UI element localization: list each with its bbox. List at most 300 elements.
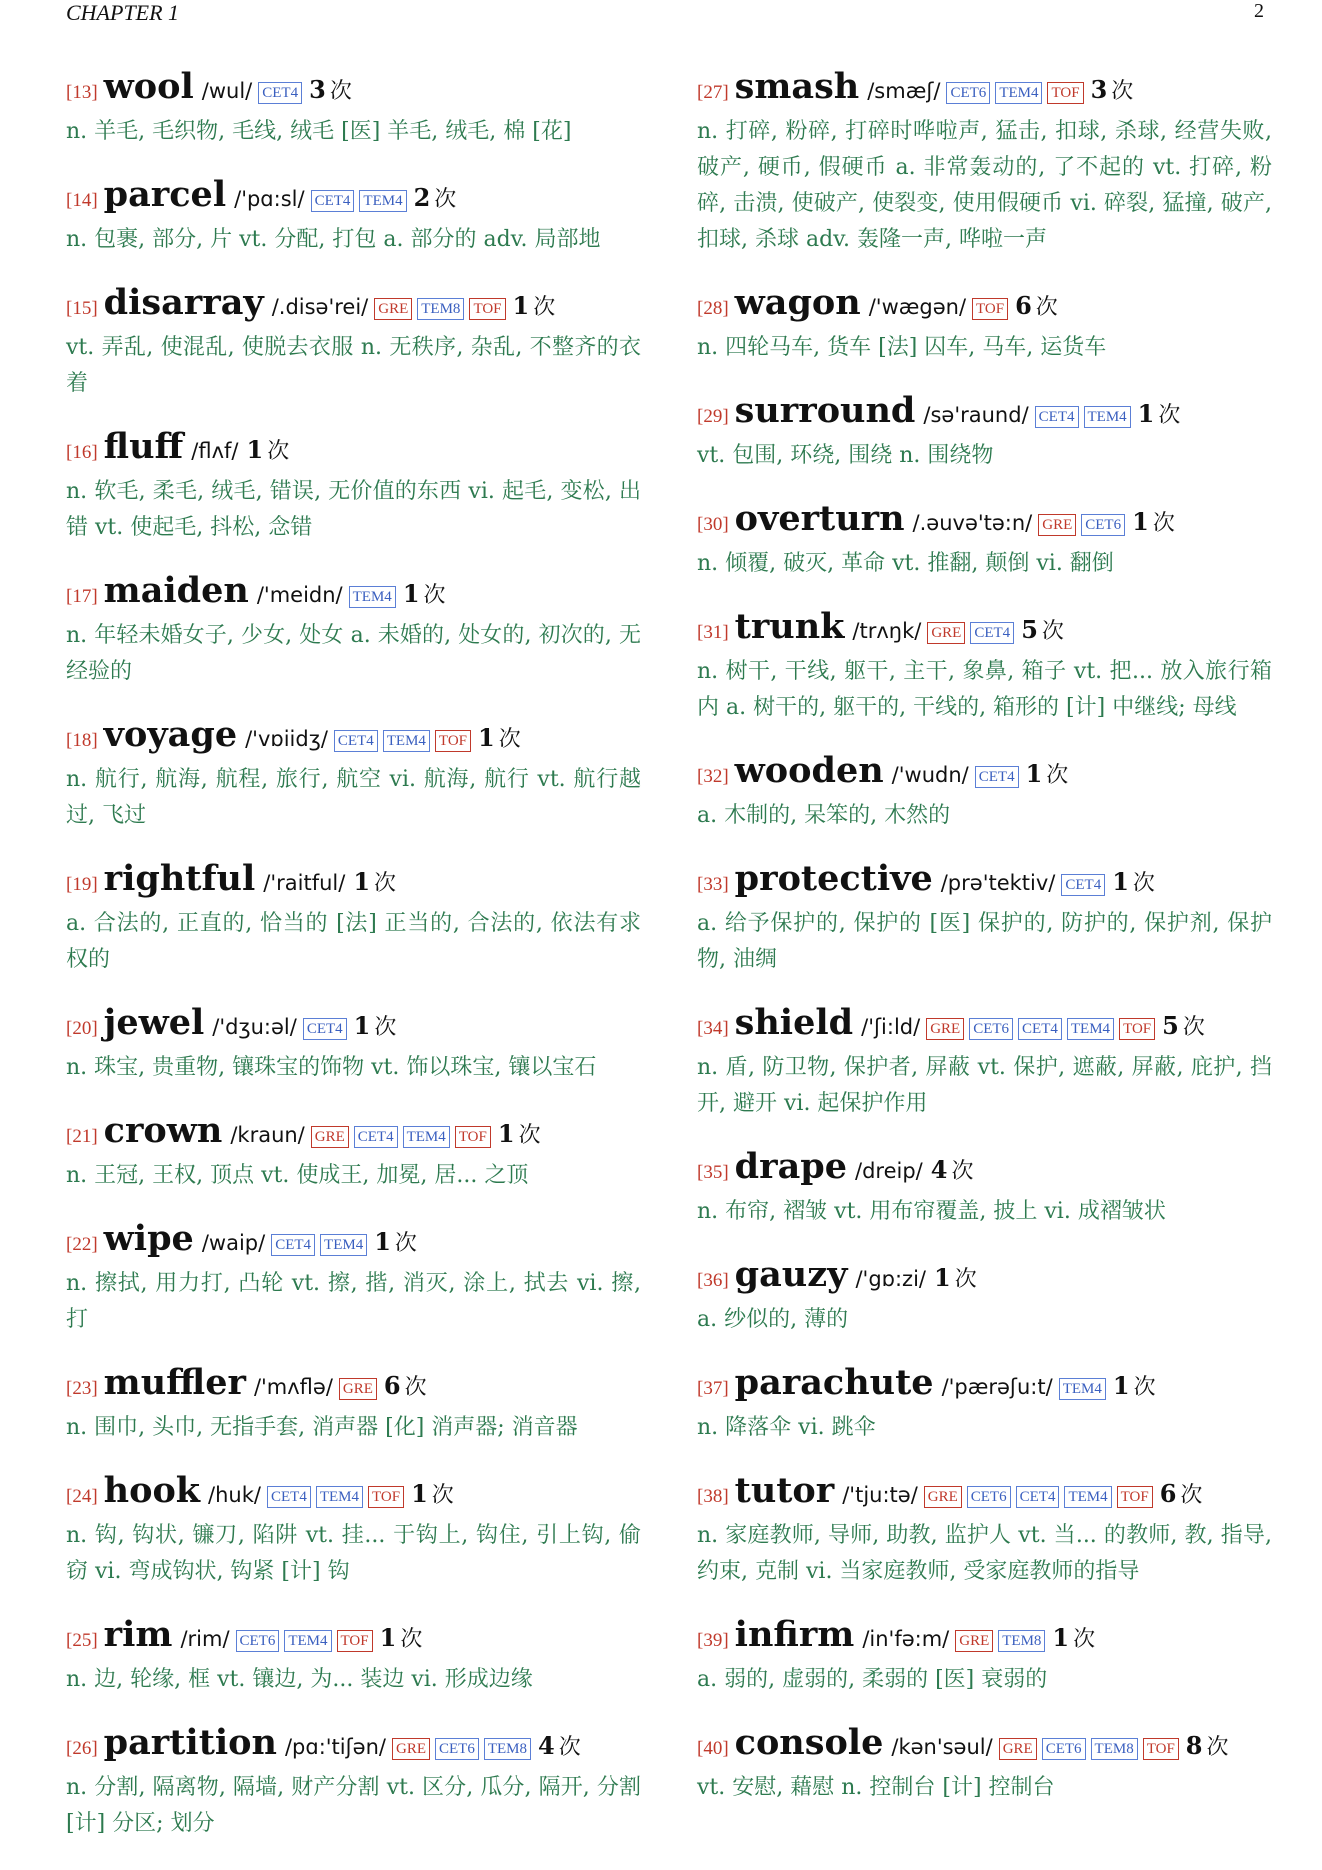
count-number: 1 bbox=[512, 291, 530, 320]
entry-definition: n. 擦拭, 用力打, 凸轮 vt. 擦, 揩, 消灭, 涂上, 拭去 vi. 擦, 打 bbox=[66, 1271, 641, 1332]
occurrence-count bbox=[931, 1149, 974, 1193]
exam-tag-badge: TEM4 bbox=[284, 1630, 331, 1652]
entry-word: drape bbox=[734, 1146, 847, 1187]
exam-tag-badge: CET6 bbox=[967, 1486, 1011, 1508]
count-number: 6 bbox=[1015, 291, 1032, 320]
entry-phonetic: /'gɒ:zi/ bbox=[855, 1267, 926, 1291]
occurrence-count bbox=[309, 69, 352, 113]
entry-word: wipe bbox=[103, 1218, 194, 1259]
entry-index: [35] bbox=[697, 1162, 729, 1183]
exam-tag-badge: TEM4 bbox=[403, 1126, 450, 1148]
entry-index: [39] bbox=[697, 1630, 729, 1651]
entry-definition: n. 分割, 隔离物, 隔墙, 财产分割 vt. 区分, 瓜分, 隔开, 分割 [计] 分区; 划分 bbox=[66, 1775, 641, 1836]
entry-headline bbox=[697, 282, 1272, 330]
exam-tag-badge: GRE bbox=[955, 1630, 993, 1652]
count-unit: 次 bbox=[533, 295, 556, 320]
entry-phonetic: /rim/ bbox=[180, 1627, 230, 1651]
entry-index: [32] bbox=[697, 766, 729, 787]
count-number: 1 bbox=[1132, 507, 1149, 536]
occurrence-count bbox=[1091, 69, 1134, 113]
count-number: 1 bbox=[1052, 1623, 1070, 1652]
entry-phonetic: /'ʃi:ld/ bbox=[861, 1015, 921, 1039]
entry-headline bbox=[66, 282, 641, 330]
entry-index: [34] bbox=[697, 1018, 729, 1039]
count-unit: 次 bbox=[431, 1483, 454, 1508]
entry-index: [29] bbox=[697, 406, 729, 427]
exam-tag-badge: TEM4 bbox=[383, 730, 430, 752]
count-unit: 次 bbox=[518, 1123, 541, 1148]
vocab-entry bbox=[66, 282, 641, 402]
entry-index: [21] bbox=[66, 1126, 98, 1147]
occurrence-count bbox=[414, 177, 457, 221]
entry-word: jewel bbox=[103, 1002, 205, 1043]
entry-phonetic: /in'fə:m/ bbox=[862, 1627, 950, 1651]
occurrence-count bbox=[1026, 753, 1069, 797]
vocab-entry bbox=[66, 1362, 641, 1446]
count-number: 1 bbox=[353, 867, 371, 896]
entry-word: parachute bbox=[734, 1362, 934, 1403]
entry-definition: n. 包裹, 部分, 片 vt. 分配, 打包 a. 部分的 adv. 局部地 bbox=[66, 227, 601, 252]
vocab-entry bbox=[697, 1254, 1272, 1338]
entry-headline bbox=[66, 858, 641, 906]
occurrence-count bbox=[498, 1113, 541, 1157]
exam-tag-badge: CET4 bbox=[271, 1234, 315, 1256]
occurrence-count bbox=[1113, 1365, 1156, 1409]
count-number: 1 bbox=[478, 723, 495, 752]
entry-word: rim bbox=[103, 1614, 173, 1655]
entry-definition: n. 珠宝, 贵重物, 镶珠宝的饰物 vt. 饰以珠宝, 镶以宝石 bbox=[66, 1055, 597, 1080]
entry-headline bbox=[697, 606, 1272, 654]
entry-index: [33] bbox=[697, 874, 729, 895]
entry-index: [14] bbox=[66, 190, 98, 211]
entry-phonetic: /'tju:tə/ bbox=[842, 1483, 918, 1507]
entry-definition: n. 倾覆, 破灭, 革命 vt. 推翻, 颠倒 vi. 翻倒 bbox=[697, 551, 1114, 576]
exam-tag-badge: TOF bbox=[1119, 1018, 1155, 1040]
entry-word: crown bbox=[103, 1110, 223, 1151]
exam-tag-badge: CET4 bbox=[267, 1486, 311, 1508]
exam-tag-badge: TEM4 bbox=[1067, 1018, 1114, 1040]
vocab-entry bbox=[66, 570, 641, 690]
vocab-entry bbox=[66, 1722, 641, 1842]
count-unit: 次 bbox=[1035, 295, 1058, 320]
entry-phonetic: /'vɒiidʒ/ bbox=[245, 727, 328, 751]
exam-tag-badge: GRE bbox=[926, 1018, 964, 1040]
entry-phonetic: /'wudn/ bbox=[891, 763, 969, 787]
count-unit: 次 bbox=[558, 1735, 581, 1760]
entry-word: tutor bbox=[734, 1470, 835, 1511]
count-unit: 次 bbox=[394, 1231, 417, 1256]
entry-headline bbox=[697, 1470, 1272, 1518]
entry-index: [40] bbox=[697, 1738, 729, 1759]
entry-word: surround bbox=[734, 390, 916, 431]
entry-headline bbox=[697, 750, 1272, 798]
entry-phonetic: /.əuvə'tə:n/ bbox=[912, 511, 1033, 535]
exam-tag-badge: CET4 bbox=[258, 82, 302, 104]
entry-index: [24] bbox=[66, 1486, 98, 1507]
exam-tag-badge: CET4 bbox=[1061, 874, 1105, 896]
entry-word: voyage bbox=[103, 714, 238, 755]
entry-phonetic: /sə'raund/ bbox=[923, 403, 1029, 427]
occurrence-count bbox=[1052, 1617, 1095, 1661]
count-number: 1 bbox=[402, 579, 420, 608]
entry-word: muffler bbox=[103, 1362, 246, 1403]
vocab-entry bbox=[697, 498, 1272, 582]
occurrence-count bbox=[1132, 501, 1175, 545]
count-number: 1 bbox=[411, 1479, 428, 1508]
entry-definition: a. 弱的, 虚弱的, 柔弱的 [医] 衰弱的 bbox=[697, 1667, 1048, 1692]
vocab-entry bbox=[697, 606, 1272, 726]
occurrence-count bbox=[374, 1221, 417, 1265]
count-number: 1 bbox=[379, 1623, 397, 1652]
exam-tag-badge: GRE bbox=[924, 1486, 962, 1508]
entry-definition: a. 纱似的, 薄的 bbox=[697, 1307, 849, 1332]
entry-headline bbox=[66, 1722, 641, 1770]
entry-headline bbox=[697, 1002, 1272, 1050]
entry-index: [31] bbox=[697, 622, 729, 643]
count-unit: 次 bbox=[1158, 403, 1181, 428]
count-unit: 次 bbox=[267, 439, 290, 464]
entry-index: [23] bbox=[66, 1378, 98, 1399]
count-number: 4 bbox=[930, 1155, 948, 1184]
count-number: 6 bbox=[1159, 1479, 1177, 1508]
entry-definition: vt. 包围, 环绕, 围绕 n. 围绕物 bbox=[697, 443, 994, 468]
occurrence-count bbox=[1021, 609, 1064, 653]
count-unit: 次 bbox=[1041, 619, 1064, 644]
occurrence-count bbox=[354, 1005, 397, 1049]
exam-tag-badge: TEM4 bbox=[1064, 1486, 1111, 1508]
occurrence-count bbox=[478, 717, 521, 761]
exam-tag-badge: GRE bbox=[339, 1378, 377, 1400]
entry-phonetic: /'raitful/ bbox=[263, 871, 346, 895]
entry-definition: n. 家庭教师, 导师, 助教, 监护人 vt. 当... 的教师, 教, 指导, 约束, 克制 vi. 当家庭教师, 受家庭教师的指导 bbox=[697, 1523, 1272, 1584]
vocab-entry bbox=[697, 390, 1272, 474]
exam-tag-badge: TOF bbox=[1047, 82, 1083, 104]
count-unit: 次 bbox=[400, 1627, 423, 1652]
entry-definition: n. 钩, 钩状, 镰刀, 陷阱 vt. 挂... 于钩上, 钩住, 引上钩, 偷窃 vi. 弯成钩状, 钩紧 [计] 钩 bbox=[66, 1523, 641, 1584]
occurrence-count bbox=[1112, 861, 1155, 905]
page-number: 2 bbox=[1254, 0, 1264, 22]
entry-headline bbox=[697, 1614, 1272, 1662]
count-number: 1 bbox=[374, 1227, 391, 1256]
entry-phonetic: /waip/ bbox=[201, 1231, 266, 1255]
entry-definition: n. 软毛, 柔毛, 绒毛, 错误, 无价值的东西 vi. 起毛, 变松, 出错 vt. 使起毛, 抖松, 念错 bbox=[66, 479, 641, 540]
vocab-entry bbox=[697, 1002, 1272, 1122]
entry-definition: n. 围巾, 头巾, 无指手套, 消声器 [化] 消声器; 消音器 bbox=[66, 1415, 578, 1440]
entry-definition: a. 木制的, 呆笨的, 木然的 bbox=[697, 803, 951, 828]
count-number: 1 bbox=[246, 435, 264, 464]
exam-tag-badge: TOF bbox=[337, 1630, 373, 1652]
exam-tag-badge: CET4 bbox=[354, 1126, 398, 1148]
entry-phonetic: /flʌf/ bbox=[191, 439, 239, 463]
exam-tag-badge: TEM8 bbox=[484, 1738, 531, 1760]
entry-headline bbox=[697, 66, 1272, 114]
entry-definition: a. 给予保护的, 保护的 [医] 保护的, 防护的, 保护剂, 保护物, 油绸 bbox=[697, 911, 1272, 972]
count-number: 1 bbox=[497, 1119, 515, 1148]
entry-word: disarray bbox=[103, 282, 264, 323]
exam-tag-badge: TOF bbox=[972, 298, 1008, 320]
entry-index: [13] bbox=[66, 82, 98, 103]
vocab-entry bbox=[66, 174, 641, 258]
exam-tag-badge: CET4 bbox=[975, 766, 1019, 788]
entry-index: [26] bbox=[66, 1738, 98, 1759]
entry-index: [28] bbox=[697, 298, 729, 319]
entry-phonetic: /smæʃ/ bbox=[867, 79, 941, 103]
occurrence-count bbox=[353, 861, 396, 905]
exam-tag-badge: CET6 bbox=[1042, 1738, 1086, 1760]
exam-tag-badge: CET4 bbox=[970, 622, 1014, 644]
exam-tag-badge: TEM4 bbox=[1059, 1378, 1106, 1400]
entry-definition: n. 王冠, 王权, 顶点 vt. 使成王, 加冕, 居... 之顶 bbox=[66, 1163, 529, 1188]
exam-tag-badge: CET4 bbox=[1035, 406, 1079, 428]
occurrence-count bbox=[384, 1365, 427, 1409]
count-number: 3 bbox=[1090, 75, 1108, 104]
right-column bbox=[697, 66, 1272, 1830]
exam-tag-badge: TOF bbox=[1117, 1486, 1153, 1508]
count-unit: 次 bbox=[951, 1159, 974, 1184]
vocab-entry bbox=[66, 1218, 641, 1338]
entry-index: [37] bbox=[697, 1378, 729, 1399]
count-unit: 次 bbox=[1046, 763, 1069, 788]
occurrence-count bbox=[380, 1617, 423, 1661]
entry-definition: n. 航行, 航海, 航程, 旅行, 航空 vi. 航海, 航行 vt. 航行越过, 飞过 bbox=[66, 767, 641, 828]
entry-headline bbox=[697, 390, 1272, 438]
occurrence-count bbox=[1162, 1005, 1205, 1049]
exam-tag-badge: CET4 bbox=[303, 1018, 347, 1040]
entry-word: protective bbox=[734, 858, 933, 899]
count-unit: 次 bbox=[1132, 871, 1155, 896]
entry-index: [30] bbox=[697, 514, 729, 535]
page-header bbox=[66, 0, 1264, 30]
left-column bbox=[66, 66, 641, 1866]
entry-word: infirm bbox=[734, 1614, 855, 1655]
entry-index: [36] bbox=[697, 1270, 729, 1291]
entry-definition: n. 羊毛, 毛织物, 毛线, 绒毛 [医] 羊毛, 绒毛, 棉 [花] bbox=[66, 119, 572, 144]
count-number: 4 bbox=[538, 1731, 555, 1760]
entry-word: parcel bbox=[103, 174, 227, 215]
entry-phonetic: /'mʌflə/ bbox=[253, 1375, 333, 1399]
exam-tag-badge: CET4 bbox=[1018, 1018, 1062, 1040]
exam-tag-badge: CET6 bbox=[236, 1630, 280, 1652]
exam-tag-badge: GRE bbox=[311, 1126, 349, 1148]
vocab-entry bbox=[66, 1470, 641, 1590]
entry-headline bbox=[66, 1002, 641, 1050]
vocab-entry bbox=[697, 1470, 1272, 1590]
entry-definition: n. 四轮马车, 货车 [法] 囚车, 马车, 运货车 bbox=[697, 335, 1107, 360]
entry-index: [20] bbox=[66, 1018, 98, 1039]
entry-definition: a. 合法的, 正直的, 恰当的 [法] 正当的, 合法的, 依法有求权的 bbox=[66, 911, 641, 972]
vocab-entry bbox=[66, 858, 641, 978]
entry-phonetic: /'dʒu:əl/ bbox=[212, 1015, 297, 1039]
entry-phonetic: /huk/ bbox=[208, 1483, 261, 1507]
entry-index: [27] bbox=[697, 82, 729, 103]
entry-word: maiden bbox=[103, 570, 249, 611]
entry-headline bbox=[66, 1614, 641, 1662]
entry-headline bbox=[697, 858, 1272, 906]
exam-tag-badge: CET6 bbox=[946, 82, 990, 104]
entry-headline bbox=[697, 1254, 1272, 1302]
occurrence-count bbox=[513, 285, 556, 329]
count-unit: 次 bbox=[1152, 511, 1175, 536]
entry-word: rightful bbox=[103, 858, 256, 899]
exam-tag-badge: GRE bbox=[1038, 514, 1076, 536]
count-number: 1 bbox=[934, 1263, 951, 1292]
exam-tag-badge: CET4 bbox=[334, 730, 378, 752]
entry-headline bbox=[66, 1470, 641, 1518]
entry-index: [17] bbox=[66, 586, 98, 607]
entry-word: wooden bbox=[734, 750, 884, 791]
count-number: 6 bbox=[383, 1371, 401, 1400]
entry-headline bbox=[697, 1362, 1272, 1410]
entry-word: shield bbox=[734, 1002, 854, 1043]
vocab-entry bbox=[66, 1614, 641, 1698]
exam-tag-badge: TEM4 bbox=[1084, 406, 1131, 428]
entry-phonetic: /kən'səul/ bbox=[891, 1735, 993, 1759]
exam-tag-badge: TEM4 bbox=[316, 1486, 363, 1508]
count-unit: 次 bbox=[1180, 1483, 1203, 1508]
occurrence-count bbox=[246, 429, 289, 473]
vocab-entry bbox=[697, 1614, 1272, 1698]
vocab-entry bbox=[697, 66, 1272, 258]
entry-word: trunk bbox=[734, 606, 845, 647]
entry-phonetic: /'wægən/ bbox=[868, 295, 967, 319]
entry-definition: n. 年轻未婚女子, 少女, 处女 a. 未婚的, 处女的, 初次的, 无经验的 bbox=[66, 623, 641, 684]
entry-word: console bbox=[734, 1722, 884, 1763]
count-number: 3 bbox=[309, 75, 326, 104]
entry-headline bbox=[66, 426, 641, 474]
entry-definition: n. 打碎, 粉碎, 打碎时哗啦声, 猛击, 扣球, 杀球, 经营失败, 破产, 硬币, 假硬币 a. 非常轰动的, 了不起的 vt. 打碎, 粉碎, 击溃, 使破产, 使裂变, 使用假硬币 vi. 碎裂, 猛撞, 破产, 扣球, 杀球 adv. 轰隆一声, 哗啦一声 bbox=[697, 119, 1272, 252]
occurrence-count bbox=[1138, 393, 1181, 437]
exam-tag-badge: TOF bbox=[1143, 1738, 1179, 1760]
entry-index: [22] bbox=[66, 1234, 98, 1255]
entry-phonetic: /trʌŋk/ bbox=[852, 619, 922, 643]
entry-headline bbox=[66, 570, 641, 618]
entry-headline bbox=[66, 1218, 641, 1266]
exam-tag-badge: CET6 bbox=[969, 1018, 1013, 1040]
exam-tag-badge: TOF bbox=[435, 730, 471, 752]
entry-word: fluff bbox=[103, 426, 184, 467]
exam-tag-badge: GRE bbox=[927, 622, 965, 644]
exam-tag-badge: TEM8 bbox=[1091, 1738, 1138, 1760]
count-number: 5 bbox=[1162, 1011, 1179, 1040]
entry-word: wool bbox=[103, 66, 194, 107]
exam-tag-badge: TEM8 bbox=[417, 298, 464, 320]
entry-phonetic: /kraun/ bbox=[230, 1123, 305, 1147]
entry-index: [25] bbox=[66, 1630, 98, 1651]
entry-phonetic: /prə'tektiv/ bbox=[940, 871, 1056, 895]
occurrence-count bbox=[1186, 1725, 1229, 1769]
entry-phonetic: /'pɑ:sl/ bbox=[234, 187, 305, 211]
count-number: 1 bbox=[1112, 867, 1129, 896]
entry-word: hook bbox=[103, 1470, 201, 1511]
count-unit: 次 bbox=[1206, 1735, 1229, 1760]
entry-headline bbox=[697, 1722, 1272, 1770]
entry-phonetic: /.disə'rei/ bbox=[271, 295, 369, 319]
vocab-entry bbox=[697, 282, 1272, 366]
occurrence-count bbox=[538, 1725, 581, 1769]
exam-tag-badge: CET4 bbox=[311, 190, 355, 212]
occurrence-count bbox=[411, 1473, 454, 1517]
entry-definition: n. 树干, 干线, 躯干, 主干, 象鼻, 箱子 vt. 把... 放入旅行箱内 a. 树干的, 躯干的, 干线的, 箱形的 [计] 中继线; 母线 bbox=[697, 659, 1272, 720]
exam-tag-badge: TEM8 bbox=[998, 1630, 1045, 1652]
entry-index: [16] bbox=[66, 442, 98, 463]
entry-definition: vt. 弄乱, 使混乱, 使脱去衣服 n. 无秩序, 杂乱, 不整齐的衣着 bbox=[66, 335, 641, 396]
entry-definition: vt. 安慰, 藉慰 n. 控制台 [计] 控制台 bbox=[697, 1775, 1055, 1800]
count-unit: 次 bbox=[1182, 1015, 1205, 1040]
count-unit: 次 bbox=[954, 1267, 977, 1292]
count-unit: 次 bbox=[404, 1375, 427, 1400]
count-number: 1 bbox=[1137, 399, 1155, 428]
entry-phonetic: /dreip/ bbox=[855, 1159, 923, 1183]
entry-word: gauzy bbox=[734, 1254, 848, 1295]
entry-headline bbox=[66, 66, 641, 114]
entry-index: [18] bbox=[66, 730, 98, 751]
entry-definition: n. 边, 轮缘, 框 vt. 镶边, 为... 装边 vi. 形成边缘 bbox=[66, 1667, 533, 1692]
entry-index: [15] bbox=[66, 298, 98, 319]
occurrence-count bbox=[403, 573, 446, 617]
exam-tag-badge: TOF bbox=[455, 1126, 491, 1148]
entry-word: partition bbox=[103, 1722, 277, 1763]
chapter-title: CHAPTER 1 bbox=[66, 0, 180, 25]
count-number: 2 bbox=[413, 183, 431, 212]
exam-tag-badge: TEM4 bbox=[359, 190, 406, 212]
entry-word: wagon bbox=[734, 282, 861, 323]
exam-tag-badge: TEM4 bbox=[349, 586, 396, 608]
count-number: 5 bbox=[1021, 615, 1038, 644]
vocab-entry bbox=[66, 1002, 641, 1086]
count-number: 1 bbox=[1112, 1371, 1130, 1400]
exam-tag-badge: GRE bbox=[392, 1738, 430, 1760]
exam-tag-badge: TEM4 bbox=[320, 1234, 367, 1256]
exam-tag-badge: CET4 bbox=[1016, 1486, 1060, 1508]
count-unit: 次 bbox=[374, 1015, 397, 1040]
vocab-entry bbox=[66, 714, 641, 834]
vocab-entry bbox=[697, 1722, 1272, 1806]
entry-headline bbox=[66, 1110, 641, 1158]
entry-definition: n. 降落伞 vi. 跳伞 bbox=[697, 1415, 876, 1440]
count-unit: 次 bbox=[1073, 1627, 1096, 1652]
entry-word: overturn bbox=[734, 498, 905, 539]
vocab-entry bbox=[66, 426, 641, 546]
count-number: 8 bbox=[1185, 1731, 1203, 1760]
exam-tag-badge: CET6 bbox=[435, 1738, 479, 1760]
count-unit: 次 bbox=[329, 79, 352, 104]
exam-tag-badge: GRE bbox=[374, 298, 412, 320]
entry-phonetic: /'meidn/ bbox=[256, 583, 343, 607]
vocab-entry bbox=[66, 66, 641, 150]
count-unit: 次 bbox=[498, 727, 521, 752]
vocab-entry bbox=[66, 1110, 641, 1194]
entry-word: smash bbox=[734, 66, 860, 107]
occurrence-count bbox=[1015, 285, 1058, 329]
entry-definition: n. 盾, 防卫物, 保护者, 屏蔽 vt. 保护, 遮蔽, 屏蔽, 庇护, 挡开, 避开 vi. 起保护作用 bbox=[697, 1055, 1272, 1116]
entry-phonetic: /wul/ bbox=[201, 79, 253, 103]
count-unit: 次 bbox=[1111, 79, 1134, 104]
count-unit: 次 bbox=[374, 871, 397, 896]
entry-headline bbox=[66, 174, 641, 222]
exam-tag-badge: TEM4 bbox=[995, 82, 1042, 104]
occurrence-count bbox=[934, 1257, 977, 1301]
count-number: 1 bbox=[1025, 759, 1043, 788]
entry-index: [19] bbox=[66, 874, 98, 895]
count-unit: 次 bbox=[1133, 1375, 1156, 1400]
exam-tag-badge: TOF bbox=[469, 298, 505, 320]
vocab-entry bbox=[697, 750, 1272, 834]
count-unit: 次 bbox=[434, 187, 457, 212]
occurrence-count bbox=[1160, 1473, 1203, 1517]
entry-phonetic: /'pærəʃu:t/ bbox=[941, 1375, 1053, 1399]
exam-tag-badge: TOF bbox=[368, 1486, 404, 1508]
exam-tag-badge: CET6 bbox=[1081, 514, 1125, 536]
